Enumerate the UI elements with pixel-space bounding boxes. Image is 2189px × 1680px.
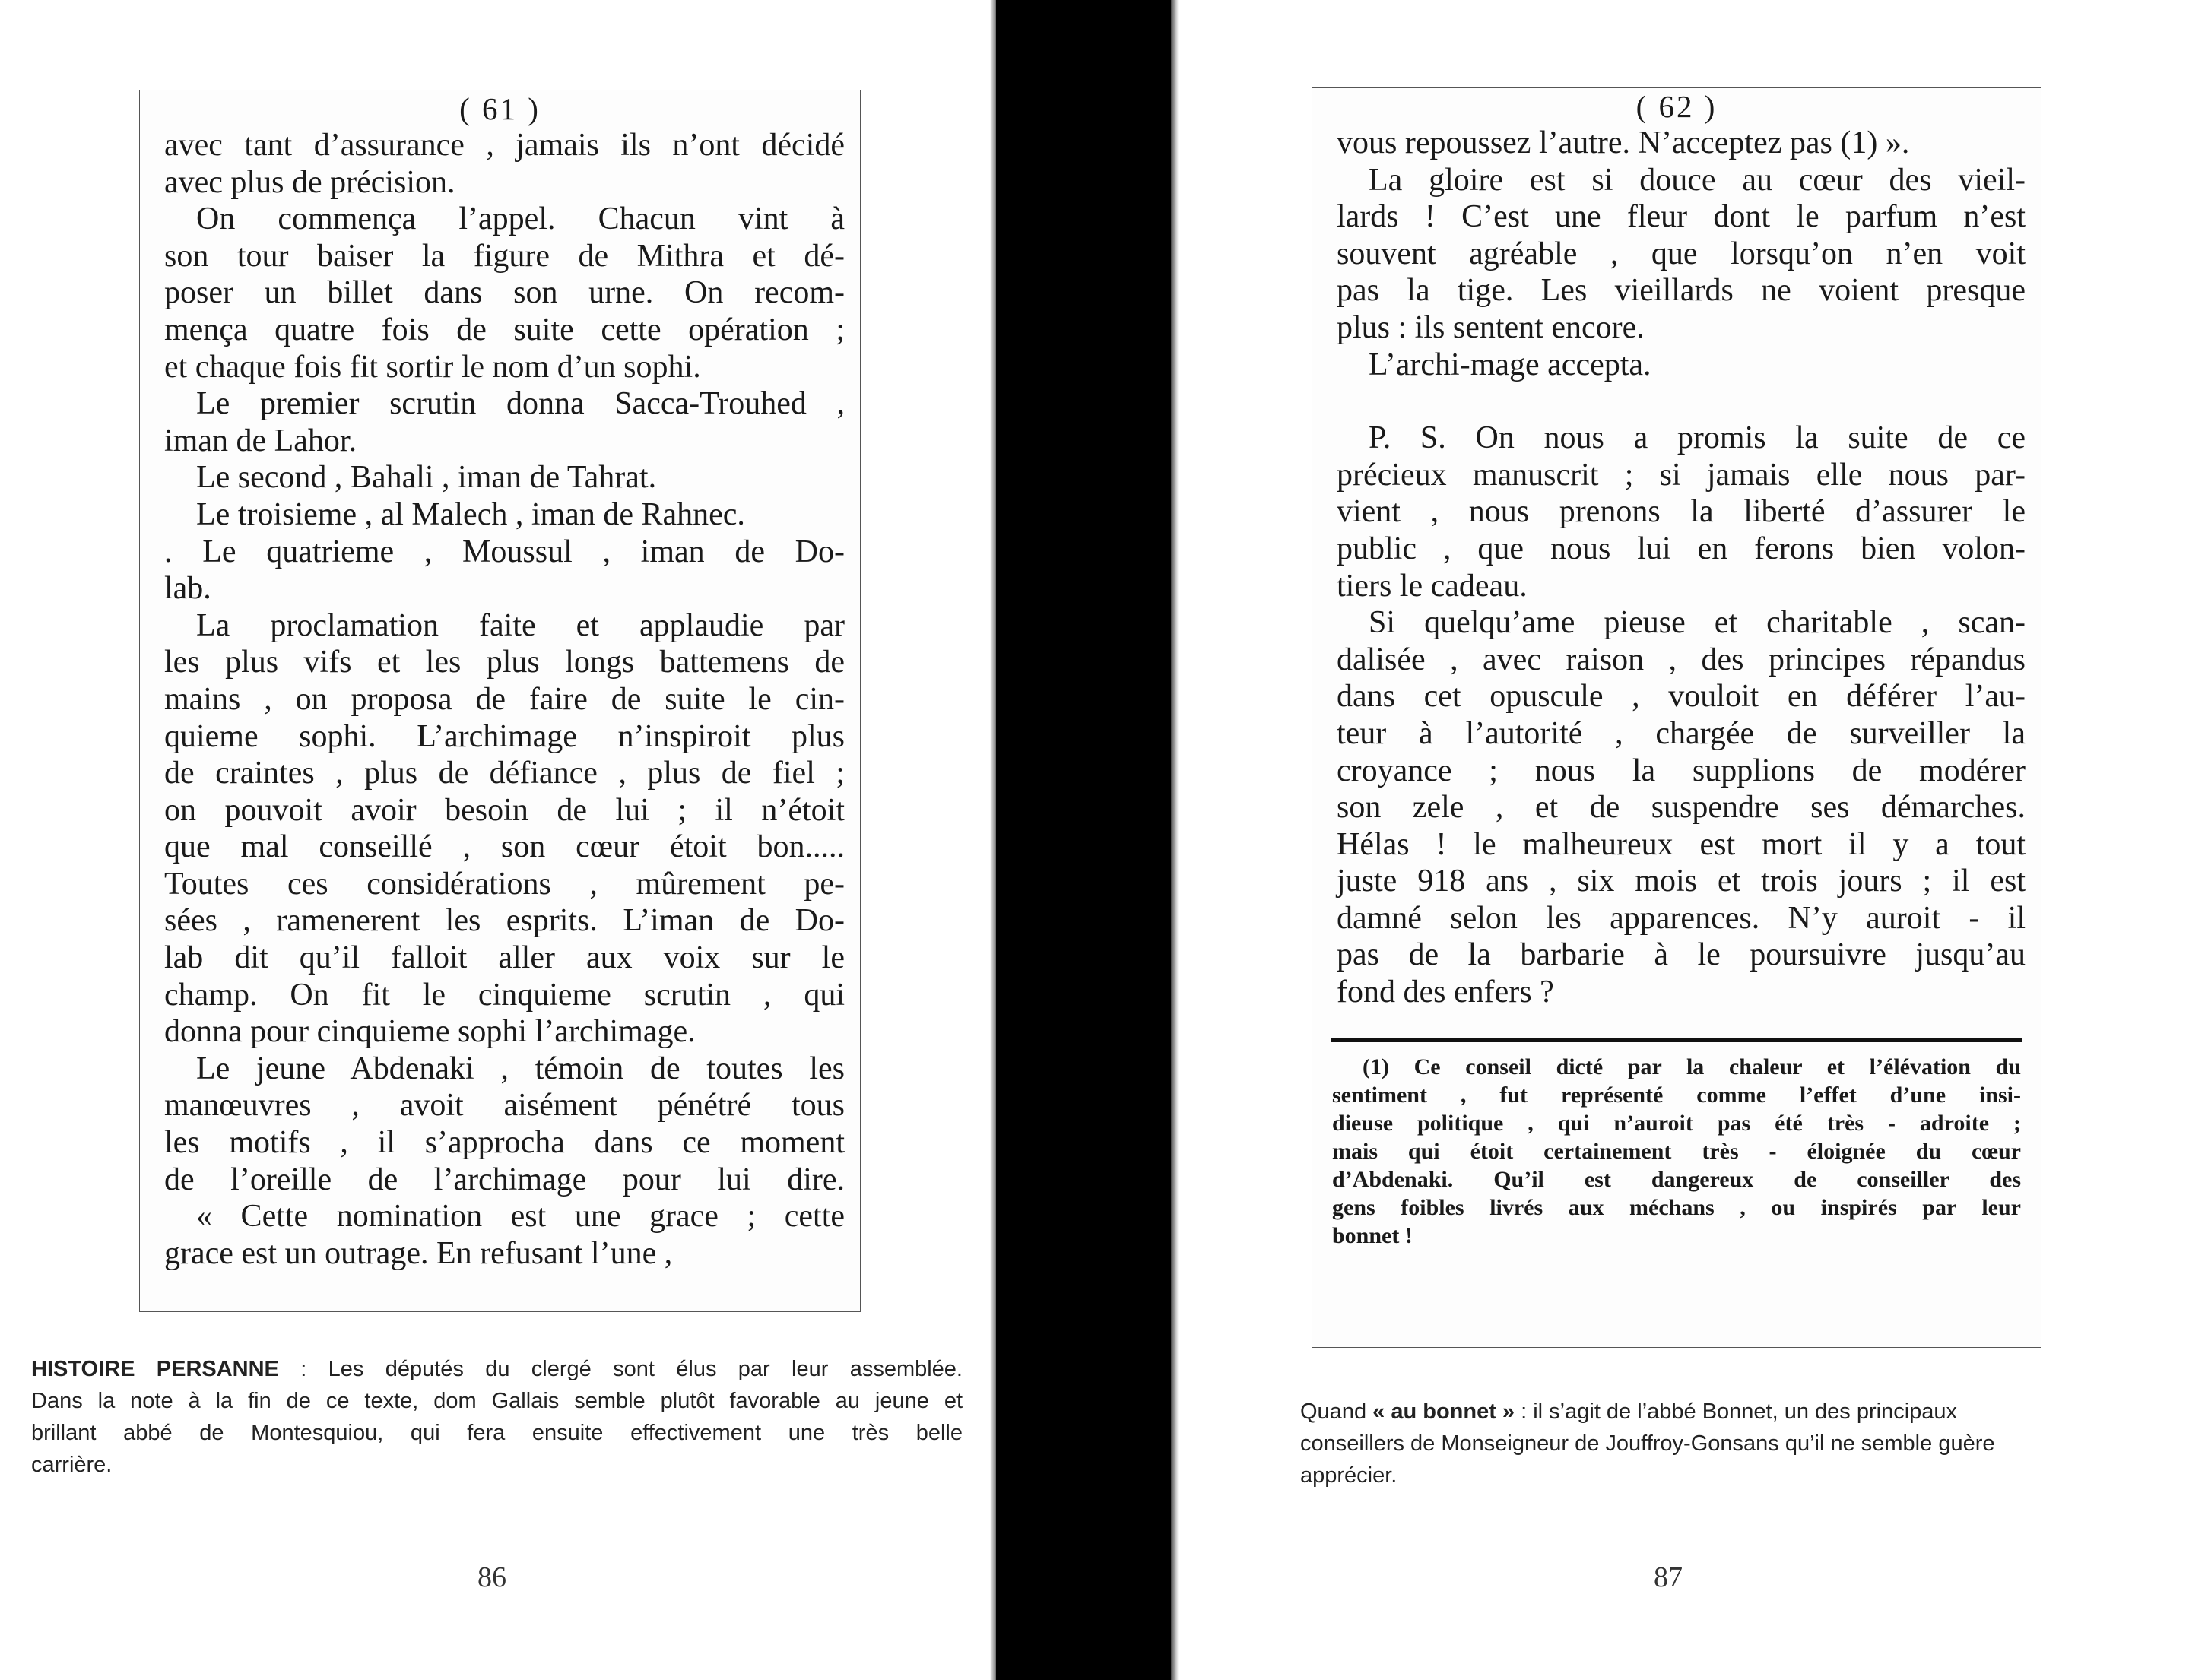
text-line: damné selon les apparences. N’y auroit - il [1337, 900, 2026, 936]
text-line: lards ! C’est une fleur dont le parfum n’est [1337, 199, 2026, 235]
right-body-text [1312, 125, 2041, 383]
text-line: La gloire est si douce au cœur des vieil- [1369, 162, 2026, 198]
text-line: avec tant d’assurance , jamais ils n’ont décidé [164, 128, 845, 163]
footnote-line: gens foibles livrés aux méchans , ou inspirés par leur [1332, 1194, 2021, 1220]
left-page-number: 86 [477, 1561, 506, 1593]
footnote-line: d’Abdenaki. Qu’il est dangereux de conseiller des [1332, 1166, 2021, 1192]
text-line: Hélas ! le malheureux est mort il y a tout [1337, 826, 2026, 862]
footnote-line: (1) Ce conseil dicté par la chaleur et l’élévation du [1363, 1054, 2021, 1079]
text-line: pas la tige. Les vieillards ne voient presque [1337, 273, 2026, 309]
text-line: On commença l’appel. Chacun vint à [196, 201, 845, 237]
text-line: lab dit qu’il falloit aller aux voix sur le [164, 940, 845, 976]
text-line: Le troisieme , al Malech , iman de Rahnec. [196, 496, 745, 532]
text-line: de craintes , plus de défiance , plus de fiel ; [164, 756, 845, 791]
footnote-line: bonnet ! [1332, 1222, 1413, 1248]
text-line: mains , on proposa de faire de suite le cin- [164, 681, 845, 717]
text-line: son tour baiser la figure de Mithra et dé- [164, 238, 845, 274]
text-line: poser un billet dans son urne. On recom- [164, 275, 845, 311]
text-line: souvent agréable , que lorsqu’on n’en voit [1337, 236, 2026, 271]
left-caption-line: brillant abbé de Montesquiou, qui fera ensuite effectivement une très belle [31, 1421, 963, 1445]
right-caption-line: apprécier. [1300, 1463, 1397, 1488]
text-line: « Cette nomination est une grace ; cette [196, 1199, 845, 1235]
text-line: dalisée , avec raison , des principes répandus [1337, 642, 2026, 677]
right-caption-prefix: Quand [1300, 1399, 1373, 1424]
left-folio: ( 61 ) [459, 91, 541, 126]
book-gutter-shadow-right [1168, 0, 1179, 1680]
text-line: mença quatre fois de suite cette opération ; [164, 312, 845, 347]
text-line: les plus vifs et les plus longs battemens de [164, 645, 845, 680]
text-line: lab. [164, 571, 211, 607]
footnote-line: mais qui étoit certainement très - éloignée du cœur [1332, 1138, 2021, 1164]
text-line: Le jeune Abdenaki , témoin de toutes les [196, 1051, 845, 1086]
right-caption [1300, 1396, 2091, 1491]
text-line: tiers le cadeau. [1337, 568, 1528, 604]
text-line: que mal conseillé , son cœur étoit bon..... [164, 829, 845, 865]
text-line: Le second , Bahali , iman de Tahrat. [196, 460, 657, 496]
footnote [1312, 1053, 2041, 1250]
left-scanned-page [139, 90, 861, 1312]
text-line: champ. On fit le cinquieme scrutin , qui [164, 977, 845, 1013]
right-caption-line: : il s’agit de l’abbé Bonnet, un des principaux [1515, 1399, 1958, 1424]
text-line: les motifs , il s’approcha dans ce moment [164, 1125, 845, 1161]
text-line: sées , ramenerent les esprits. L’iman de Do- [164, 903, 845, 939]
text-line: quieme sophi. L’archimage n’inspiroit plus [164, 718, 845, 754]
footnote-line: dieuse politique , qui n’auroit pas été très - adroite ; [1332, 1110, 2021, 1136]
text-line: pas de la barbarie à le poursuivre jusqu’au [1337, 937, 2026, 973]
text-line: teur à l’autorité , chargée de surveiller la [1337, 715, 2026, 751]
text-line: P. S. On nous a promis la suite de ce [1369, 420, 2026, 456]
text-line: plus : ils sentent encore. [1337, 309, 1645, 345]
left-caption-line: : Les députés du clergé sont élus par leur assemblée. [278, 1357, 963, 1381]
text-line: on pouvoit avoir besoin de lui ; il n’étoit [164, 792, 845, 828]
left-caption-lead: HISTOIRE PERSANNE [31, 1357, 279, 1381]
text-line: fond des enfers ? [1337, 975, 1554, 1010]
right-scanned-page [1312, 87, 2041, 1348]
text-line: La proclamation faite et applaudie par [196, 607, 845, 643]
right-caption-strong: « au bonnet » [1372, 1399, 1515, 1424]
text-line: de l’oreille de l’archimage pour lui dire. [164, 1162, 845, 1197]
text-line: donna pour cinquieme sophi l’archimage. [164, 1014, 696, 1050]
text-line: Si quelqu’ame pieuse et charitable , scan- [1369, 605, 2026, 641]
right-caption-line: conseillers de Monseigneur de Jouffroy-Gonsans qu’il ne semble guère [1300, 1431, 1995, 1456]
footnote-line: sentiment , fut représenté comme l’effet d’une insi- [1332, 1082, 2021, 1108]
left-caption [31, 1353, 963, 1481]
book-gutter [996, 0, 1171, 1680]
right-page-number: 87 [1654, 1561, 1683, 1593]
text-line: L’archi-mage accepta. [1369, 347, 1651, 382]
text-line: grace est un outrage. En refusant l’une , [164, 1235, 673, 1271]
text-line: manœuvres , avoit aisément pénétré tous [164, 1088, 845, 1124]
right-postscript-text [1312, 420, 2041, 1011]
text-line: juste 918 ans , six mois et trois jours ; il est [1337, 864, 2026, 899]
left-caption-line: Dans la note à la fin de ce texte, dom Gallais semble plutôt favorable au jeune et [31, 1389, 963, 1413]
text-line: vient , nous prenons la liberté d’assurer le [1337, 494, 2026, 530]
text-line: et chaque fois fit sortir le nom d’un sophi. [164, 349, 701, 385]
text-line: public , que nous lui en ferons bien volon- [1337, 531, 2026, 566]
text-line: précieux manuscrit ; si jamais elle nous par- [1337, 457, 2026, 493]
text-line: croyance ; nous la supplions de modérer [1337, 753, 2026, 788]
text-line: Toutes ces considérations , mûrement pe- [164, 866, 845, 902]
text-line: . Le quatrieme , Moussul , iman de Do- [164, 534, 845, 569]
footnote-rule [1331, 1038, 2022, 1042]
text-line: vous repoussez l’autre. N’acceptez pas (1) ». [1337, 125, 1910, 160]
text-line: iman de Lahor. [164, 423, 357, 458]
text-line: Le premier scrutin donna Sacca-Trouhed , [196, 386, 845, 422]
left-caption-line: carrière. [31, 1453, 113, 1477]
text-line: son zele , et de suspendre ses démarches. [1337, 790, 2026, 826]
text-line: dans cet opuscule , vouloit en déférer l’au- [1337, 679, 2026, 715]
text-line: avec plus de précision. [164, 164, 455, 200]
right-folio: ( 62 ) [1635, 89, 1718, 124]
left-body-text [140, 127, 860, 1272]
